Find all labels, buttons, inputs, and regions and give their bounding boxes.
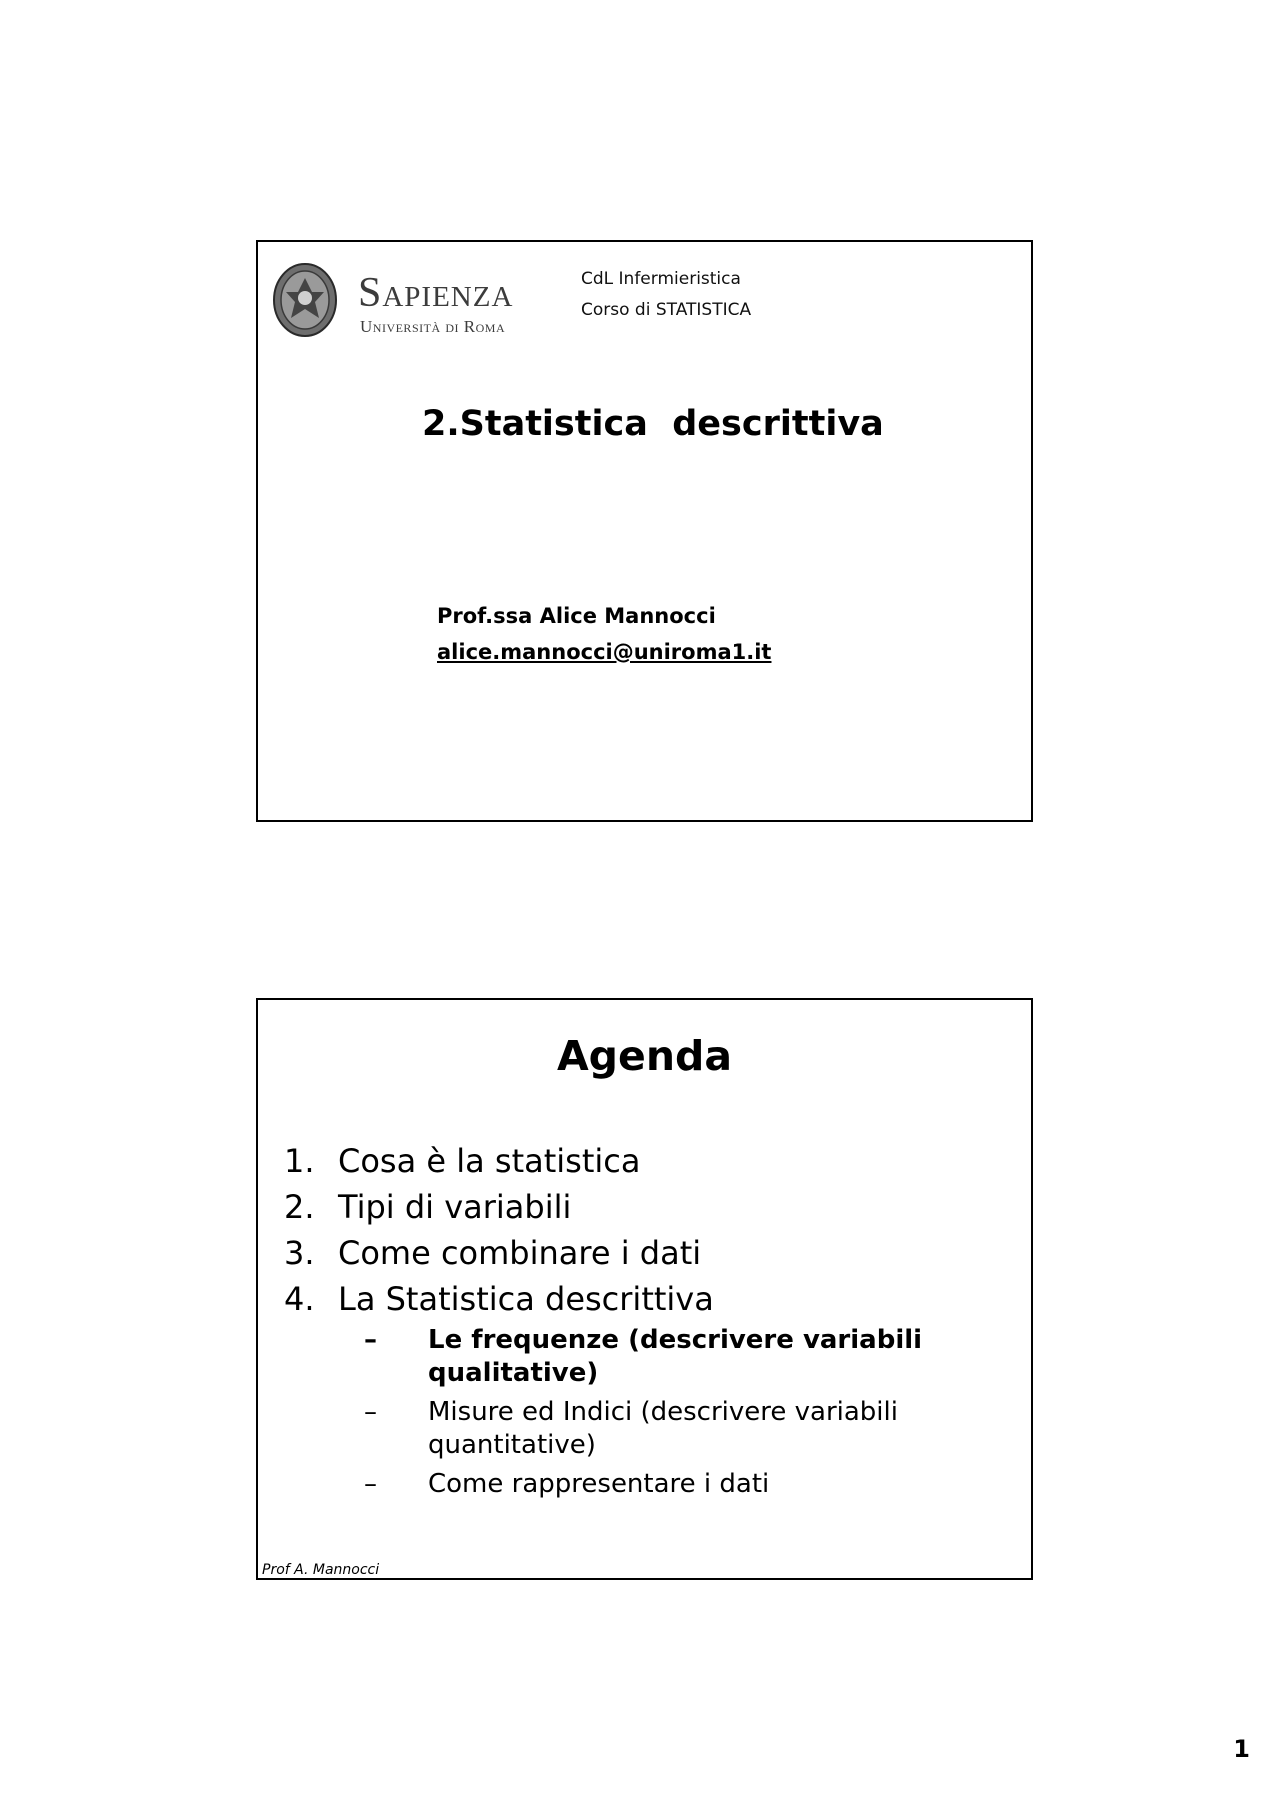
dash-bullet: – xyxy=(364,1397,377,1427)
dash-bullet: – xyxy=(364,1469,377,1499)
sub-list xyxy=(364,1324,991,1501)
list-item xyxy=(284,1184,991,1230)
list-item-label: La Statistica descrittiva xyxy=(338,1280,714,1318)
author-block xyxy=(437,598,771,670)
course-info xyxy=(581,264,751,326)
list-item-label: Tipi di variabili xyxy=(338,1188,572,1226)
list-item-number: 4. xyxy=(284,1280,315,1318)
university-logo xyxy=(272,262,542,342)
list-item xyxy=(284,1230,991,1276)
agenda-title: Agenda xyxy=(556,1032,733,1080)
list-item xyxy=(284,1276,991,1322)
list-item-number: 2. xyxy=(284,1188,315,1226)
sub-list-item xyxy=(364,1396,991,1462)
title-slide xyxy=(256,240,1033,822)
sapienza-seal-icon xyxy=(272,262,338,338)
deck-title: 2.Statistica descrittiva xyxy=(422,404,884,444)
sub-list-item-label: Le frequenze (descrivere variabili qualitative) xyxy=(428,1325,923,1388)
logo-wordmark: Sapienza xyxy=(358,270,514,316)
course-program: CdL Infermieristica xyxy=(581,269,741,289)
sub-list-item-label: Misure ed Indici (descrivere variabili quantitative) xyxy=(428,1397,898,1460)
author-email-link[interactable]: alice.mannocci@uniroma1.it xyxy=(437,640,772,664)
sub-list-item xyxy=(364,1468,991,1501)
agenda-slide xyxy=(256,998,1033,1580)
list-item-label: Come combinare i dati xyxy=(338,1234,702,1272)
course-name: Corso di STATISTICA xyxy=(581,300,752,320)
list-item-number: 1. xyxy=(284,1142,315,1180)
sub-list-item-label: Come rappresentare i dati xyxy=(428,1469,770,1499)
list-item-number: 3. xyxy=(284,1234,315,1272)
page-number: 1 xyxy=(1233,1735,1250,1763)
list-item-label: Cosa è la statistica xyxy=(338,1142,641,1180)
logo-subtitle: Università di Roma xyxy=(360,317,506,336)
list-item xyxy=(284,1138,991,1184)
slide-footer-author: Prof A. Mannocci xyxy=(262,1562,380,1578)
sub-list-item xyxy=(364,1324,991,1390)
author-name: Prof.ssa Alice Mannocci xyxy=(437,604,716,628)
dash-bullet: – xyxy=(364,1325,377,1355)
agenda-list xyxy=(284,1138,991,1507)
